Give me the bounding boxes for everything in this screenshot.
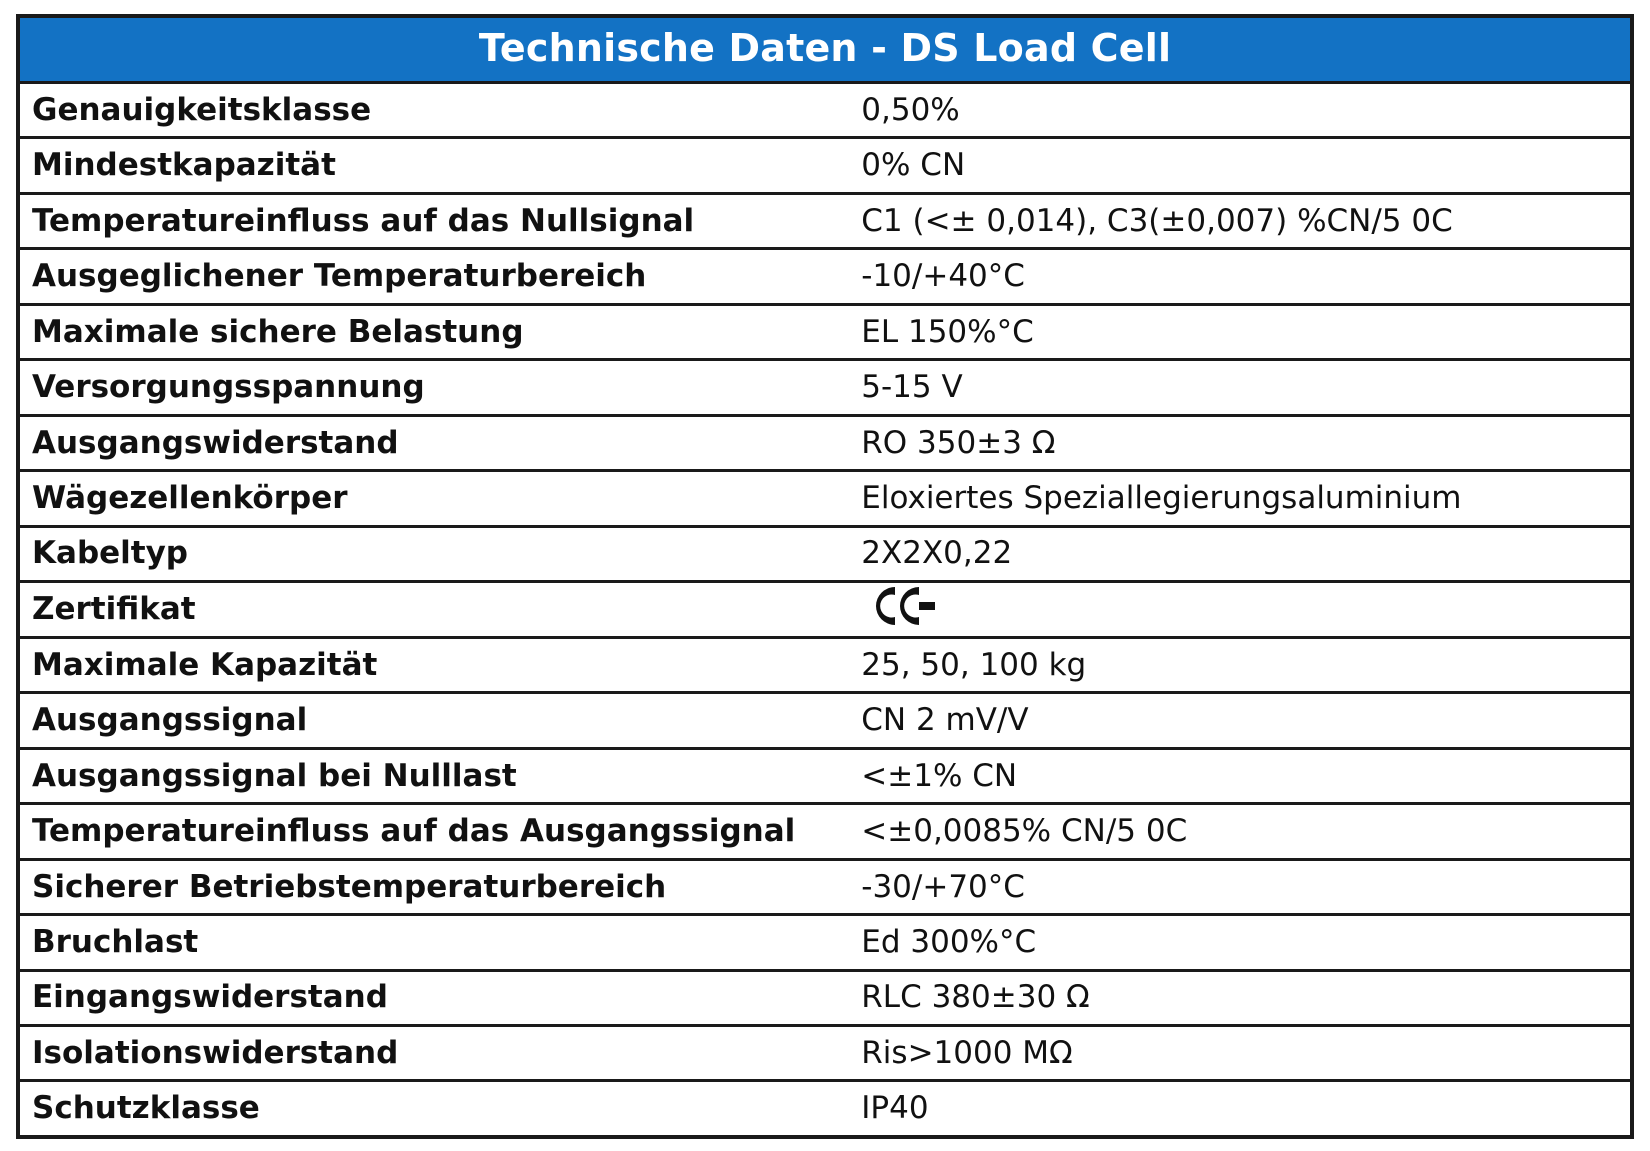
row-label: Temperatureinfluss auf das Ausgangssignal (18, 804, 857, 859)
row-value: 25, 50, 100 kg (857, 637, 1632, 692)
table-row (18, 249, 1632, 304)
row-value: EL 150%°C (857, 304, 1632, 359)
row-label: Sicherer Betriebstemperaturbereich (18, 859, 857, 914)
page-title: Technische Daten - DS Load Cell (18, 16, 1632, 83)
row-label: Ausgangssignal bei Nulllast (18, 748, 857, 803)
row-value: <±0,0085% CN/5 0C (857, 804, 1632, 859)
table-row (18, 637, 1632, 692)
row-value: Ed 300%°C (857, 915, 1632, 970)
table-row (18, 304, 1632, 359)
row-label: Maximale sichere Belastung (18, 304, 857, 359)
row-value: -10/+40°C (857, 249, 1632, 304)
row-label: Genauigkeitsklasse (32, 91, 372, 128)
row-value: -30/+70°C (857, 859, 1632, 914)
table-row-certificate (18, 581, 1632, 637)
row-label: Wägezellenkörper (18, 471, 857, 526)
row-label: Isolationswiderstand (18, 1025, 857, 1080)
table-row (18, 693, 1632, 748)
table-body (18, 83, 1632, 1138)
row-value: C1 (<± 0,014), C3(±0,007) %CN/5 0C (857, 193, 1632, 248)
row-value: Ris>1000 MΩ (857, 1025, 1632, 1080)
table-row (18, 83, 1632, 138)
row-label: Bruchlast (18, 915, 857, 970)
table-row (18, 526, 1632, 581)
row-value: 0% CN (857, 138, 1632, 193)
row-label: Kabeltyp (18, 526, 857, 581)
ce-mark-icon (861, 583, 957, 629)
row-value: CN 2 mV/V (857, 693, 1632, 748)
row-value: RO 350±3 Ω (857, 415, 1632, 470)
table-row (18, 138, 1632, 193)
row-label: Ausgangswiderstand (18, 415, 857, 470)
row-value: 2X2X0,22 (857, 526, 1632, 581)
row-value-certificate (857, 581, 1632, 637)
row-value: IP40 (857, 1081, 1632, 1137)
row-label: Zertifikat (18, 581, 857, 637)
row-label: Versorgungsspannung (18, 360, 857, 415)
table-row (18, 471, 1632, 526)
table-row (18, 859, 1632, 914)
row-label: Ausgangssignal (18, 693, 857, 748)
table-row (18, 1025, 1632, 1080)
row-value: 0,50% (861, 91, 960, 128)
row-label: Maximale Kapazität (18, 637, 857, 692)
row-label: Mindestkapazität (18, 138, 857, 193)
row-label: Eingangswiderstand (18, 970, 857, 1025)
row-value: <±1% CN (857, 748, 1632, 803)
row-label: Schutzklasse (18, 1081, 857, 1137)
table-title-row (18, 16, 1632, 83)
table-row (18, 748, 1632, 803)
table-row (18, 415, 1632, 470)
row-value: RLC 380±30 Ω (857, 970, 1632, 1025)
technical-data-table (16, 14, 1634, 1139)
table-row (18, 1081, 1632, 1137)
row-value: 5-15 V (857, 360, 1632, 415)
table-row (18, 970, 1632, 1025)
row-label: Temperatureinfluss auf das Nullsignal (18, 193, 857, 248)
table-row (18, 193, 1632, 248)
row-label: Ausgeglichener Temperaturbereich (18, 249, 857, 304)
table-row (18, 915, 1632, 970)
table-row (18, 804, 1632, 859)
table-row (18, 360, 1632, 415)
row-value: Eloxiertes Speziallegierungsaluminium (857, 471, 1632, 526)
